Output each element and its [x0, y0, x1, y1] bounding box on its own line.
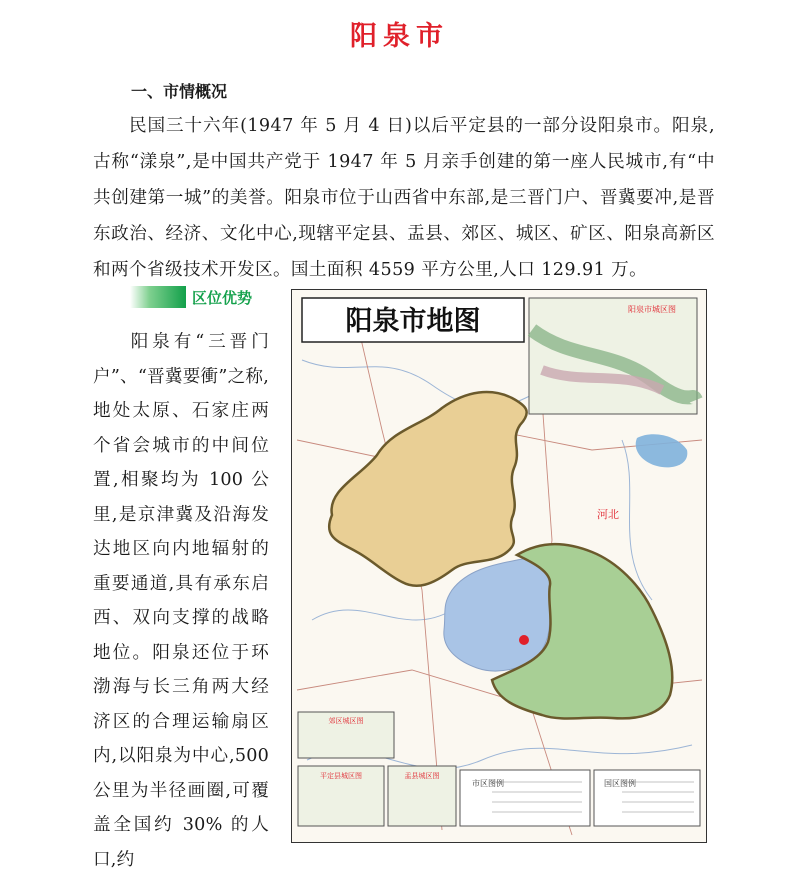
inset-pingding-title: 平定县城区图	[320, 772, 362, 780]
province-label: 河北	[597, 508, 619, 521]
badge-gradient	[130, 286, 186, 308]
location-paragraph	[93, 325, 269, 877]
legend-right-title: 国区图例	[604, 779, 636, 788]
location-text: 阳泉有“三晋门户”、“晋冀要衝”之称,地处太原、石家庄两个省会城市的中间位置,相聚均为 100 公里,是京津冀及沿海发达地区向内地辐射的重要通道,具有承东启西、双向支撑的战略地位。阳泉还位于环渤海与长三角两大经济区的合理运输扇区内,以阳泉为中心,500 公里为半径画圈,可覆盖全国约 30% 的人口,约	[93, 332, 269, 870]
map-title: 阳泉市地图	[345, 306, 481, 337]
city-marker	[519, 635, 529, 645]
inset-suburb-title: 郊区城区图	[328, 717, 364, 725]
section-heading: 一、市情概况	[131, 82, 228, 101]
inset-yu-title: 盂县城区图	[404, 772, 440, 780]
badge-label: 区位优势	[192, 288, 253, 307]
map-canvas	[292, 290, 706, 842]
city-map	[291, 289, 707, 843]
inset-title: 阳泉市城区图	[628, 305, 676, 314]
overview-paragraph: 民国三十六年(1947 年 5 月 4 日)以后平定县的一部分设阳泉市。阳泉,古称“漾泉”,是中国共产党于 1947 年 5 月亲手创建的第一座人民城市,有“中共创建第一城”的美誉。阳泉市位于山西省中东部,是三晋门户、晋冀要冲,是晋东政治、经济、文化中心,现辖平定县、盂县、郊区、城区、矿区、阳泉高新区和两个省级技术开发区。国土面积 4559 平方公里,人口 129.91 万。	[93, 116, 715, 280]
legend-left-title: 市区图例	[472, 779, 504, 788]
page-title: 阳泉市	[350, 21, 449, 52]
section-badge	[130, 286, 270, 308]
